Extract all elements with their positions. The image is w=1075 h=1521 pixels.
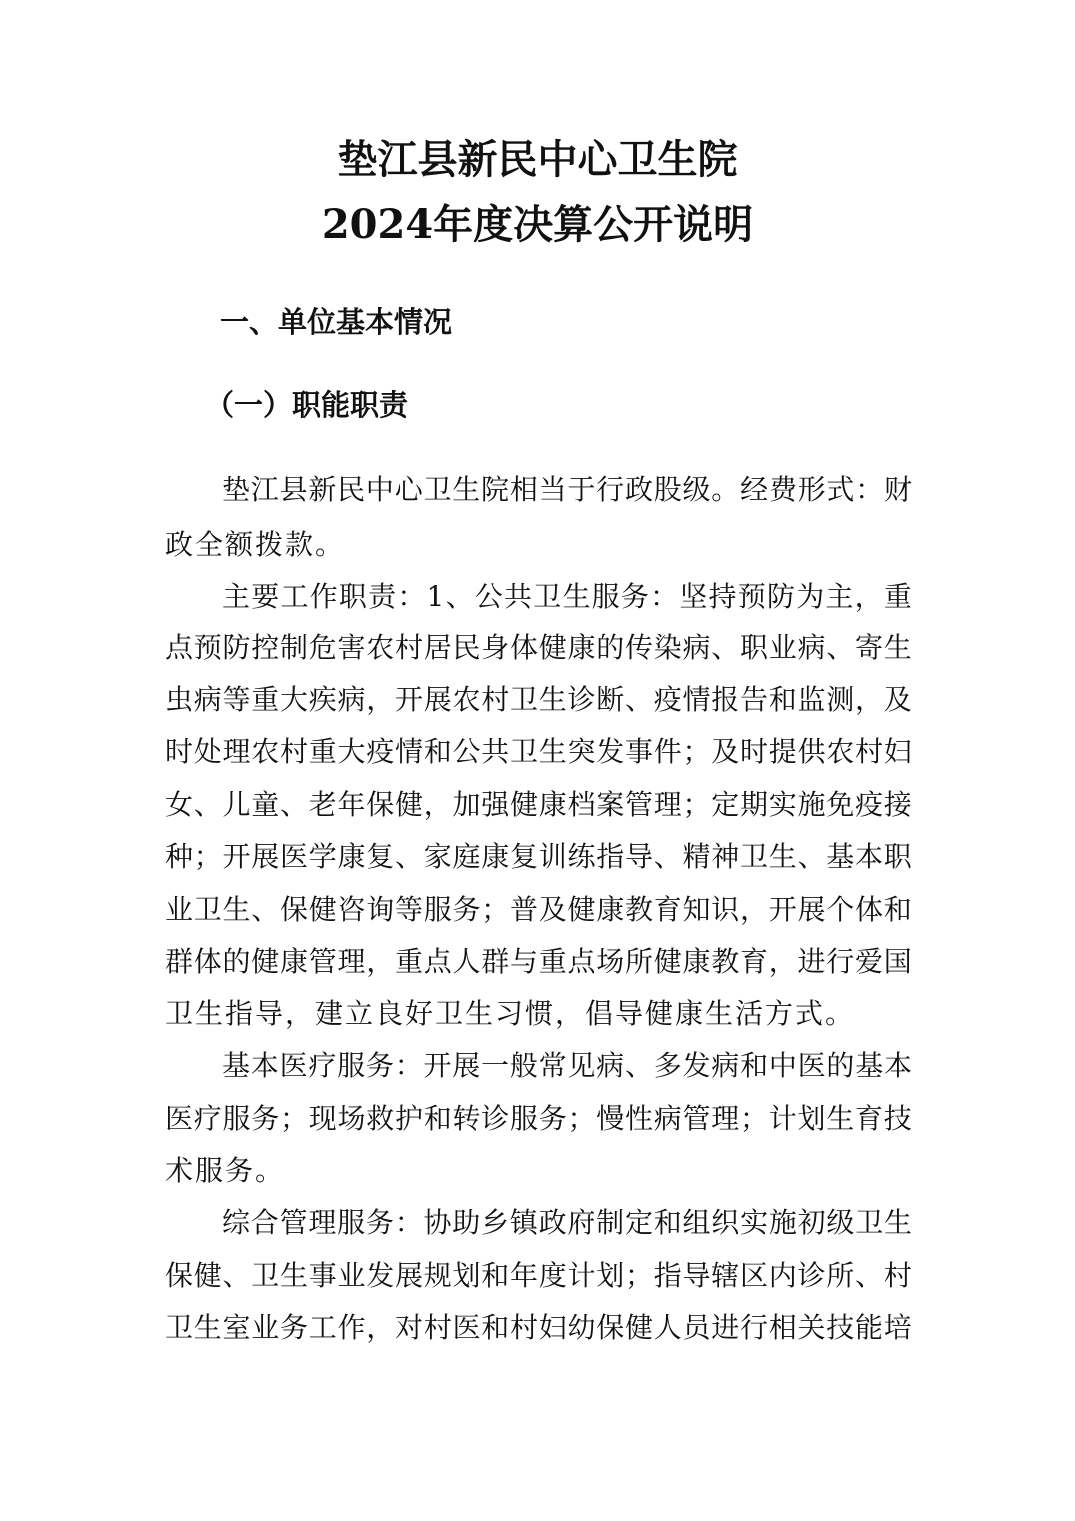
text-line: 政全额拨款。 xyxy=(165,528,346,561)
text-line: 主 要 工 作 职 责 ： 1 、 公 共 卫 生 服 务 ： 坚 持 预 防 为 主 ， 重 xyxy=(222,580,912,613)
text-line: 基 本 医 疗 服 务 ： 开 展 一 般 常 见 病 、 多 发 病 和 中 医 的 基 本 xyxy=(222,1049,912,1082)
text-line: 综 合 管 理 服 务 ： 协 助 乡 镇 政 府 制 定 和 组 织 实 施 初 级 卫 生 xyxy=(222,1206,912,1239)
text-line: 点 预 防 控 制 危 害 农 村 居 民 身 体 健 康 的 传 染 病 、 职 业 病 、 寄 生 xyxy=(165,631,912,664)
text-line: 术服务。 xyxy=(165,1154,286,1187)
text-line: 卫生指导，建立良好卫生习惯，倡导健康生活方式。 xyxy=(165,997,856,1030)
section-heading: 一、单位基本情况 xyxy=(220,305,453,339)
text-line: 卫 生 室 业 务 工 作 ， 对 村 医 和 村 妇 幼 保 健 人 员 进 行 相 关 技 能 培 xyxy=(165,1311,912,1344)
text-line: 垫 江 县 新 民 中 心 卫 生 院 相 当 于 行 政 股 级 。 经 费 形 式 ： 财 xyxy=(222,473,912,506)
text-line: 群 体 的 健 康 管 理 ， 重 点 人 群 与 重 点 场 所 健 康 教 育 ， 进 行 爱 国 xyxy=(165,945,912,978)
text-line: 医 疗 服 务 ； 现 场 救 护 和 转 诊 服 务 ； 慢 性 病 管 理 ； 计 划 生 育 技 xyxy=(165,1102,912,1135)
text-line: 时 处 理 农 村 重 大 疫 情 和 公 共 卫 生 突 发 事 件 ； 及 时 提 供 农 村 妇 xyxy=(165,735,912,768)
text-line: 业 卫 生 、 保 健 咨 询 等 服 务 ； 普 及 健 康 教 育 知 识 ， 开 展 个 体 和 xyxy=(165,893,912,926)
text-line: 种 ； 开 展 医 学 康 复 、 家 庭 康 复 训 练 指 导 、 精 神 卫 生 、 基 本 职 xyxy=(165,840,912,873)
text-line: 保 健 、 卫 生 事 业 发 展 规 划 和 年 度 计 划 ； 指 导 辖 区 内 诊 所 、 村 xyxy=(165,1259,912,1292)
text-line: 女 、 儿 童 、 老 年 保 健 ， 加 强 健 康 档 案 管 理 ； 定 期 实 施 免 疫 接 xyxy=(165,788,912,821)
text-line: 虫 病 等 重 大 疾 病 ， 开 展 农 村 卫 生 诊 断 、 疫 情 报 告 和 监 测 ， 及 xyxy=(165,683,912,716)
document-title-line2: 2024年度决算公开说明 xyxy=(321,201,754,248)
document-title-line1: 垫江县新民中心卫生院 xyxy=(337,136,738,183)
subsection-heading: （一）职能职责 xyxy=(205,388,409,422)
